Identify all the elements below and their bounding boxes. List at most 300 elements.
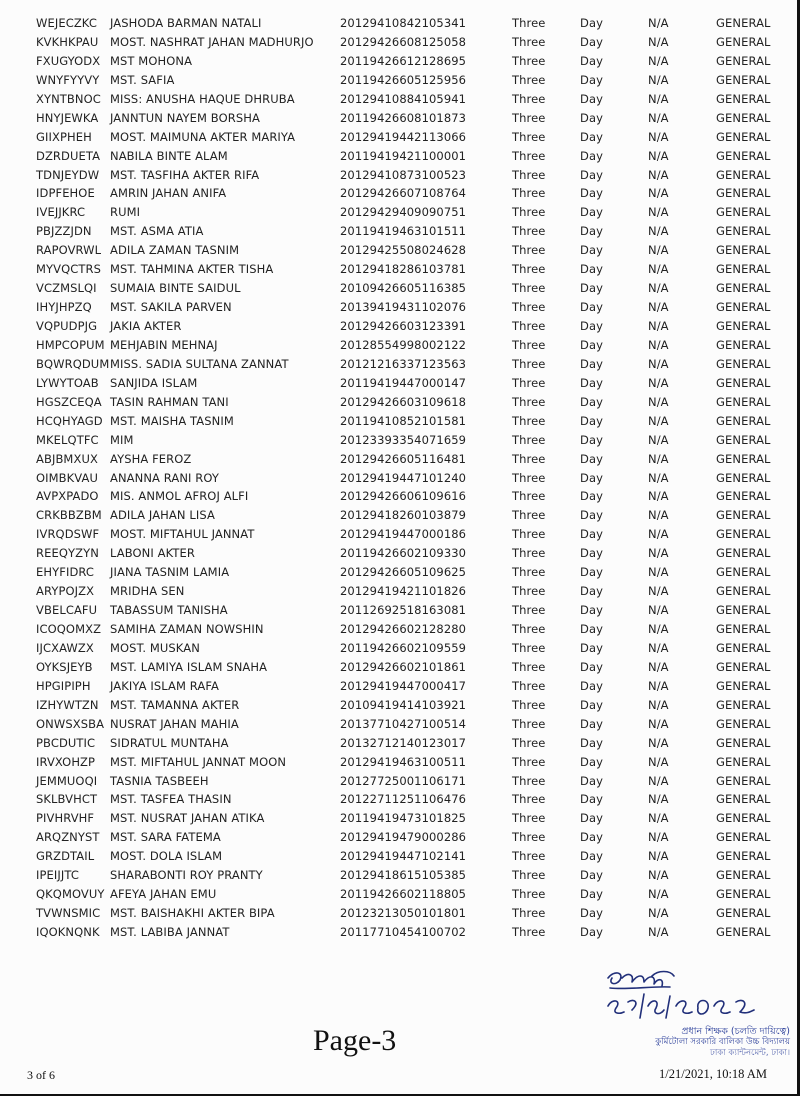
cell-section: N/A <box>648 262 669 277</box>
cell-shift: Day <box>580 640 604 655</box>
cell-code: AVPXPADO <box>36 489 99 504</box>
cell-id: 20119419447000147 <box>340 375 467 390</box>
cell-class: Three <box>512 243 546 258</box>
cell-id: 20129410873100523 <box>340 167 467 182</box>
cell-class: Three <box>512 337 546 352</box>
cell-id: 20119419463101511 <box>340 224 467 239</box>
cell-class: Three <box>512 603 546 618</box>
cell-group: GENERAL <box>716 205 771 220</box>
cell-code: VQPUDPJG <box>36 319 98 333</box>
cell-id: 20129419421101826 <box>340 584 467 599</box>
cell-shift: Day <box>580 91 604 106</box>
cell-name: AFEYA JAHAN EMU <box>110 887 217 902</box>
cell-group: GENERAL <box>716 91 771 106</box>
cell-id: 20112692518163081 <box>340 603 467 618</box>
cell-code: IRVXOHZP <box>36 754 96 769</box>
cell-class: Three <box>512 53 546 68</box>
signature-date-stroke <box>608 994 754 1018</box>
cell-shift: Day <box>580 413 604 428</box>
cell-code: ABJBMXUX <box>36 451 98 466</box>
cell-code: IPEIJJTC <box>36 868 79 883</box>
cell-id: 20129425508024628 <box>340 243 467 258</box>
stamp-address: ঢাকা ক্যান্টনমেন্ট, ঢাকা। <box>710 1048 790 1058</box>
cell-group: GENERAL <box>716 489 771 504</box>
cell-section: N/A <box>648 811 669 826</box>
cell-section: N/A <box>648 906 669 921</box>
table-row <box>0 885 797 904</box>
cell-shift: Day <box>580 148 604 163</box>
table-row <box>0 241 797 260</box>
cell-name: TASIN RAHMAN TANI <box>110 394 229 409</box>
table-row <box>0 374 797 393</box>
cell-id: 20129419447000186 <box>340 527 467 542</box>
cell-name: MST. SAFIA <box>110 72 175 87</box>
cell-name: MOST. MIFTAHUL JANNAT <box>110 527 255 542</box>
cell-code: OIMBKVAU <box>36 470 99 485</box>
cell-shift: Day <box>580 224 604 239</box>
cell-group: GENERAL <box>716 72 771 87</box>
cell-id: 20129418615105385 <box>340 868 467 883</box>
cell-name: MEHJABIN MEHNAJ <box>110 337 218 352</box>
cell-shift: Day <box>580 451 604 466</box>
cell-section: N/A <box>648 659 669 674</box>
cell-id: 20119426602109559 <box>340 640 467 655</box>
cell-name: JIANA TASNIM LAMIA <box>110 565 230 580</box>
cell-class: Three <box>512 470 546 485</box>
cell-code: IDPFEHOE <box>36 186 95 201</box>
cell-code: KVKHKPAU <box>36 34 99 49</box>
table-row <box>0 620 797 639</box>
table-row <box>0 904 797 923</box>
stamp-institution: কুর্মিটোলা সরকারি বালিকা উচ্চ বিদ্যালয় <box>655 1037 790 1047</box>
table-row <box>0 393 797 412</box>
cell-group: GENERAL <box>716 868 771 883</box>
cell-code: BQWRQDUM <box>36 356 110 371</box>
cell-code: WEJECZKC <box>36 16 97 30</box>
cell-shift: Day <box>580 489 604 504</box>
cell-shift: Day <box>580 849 604 864</box>
table-row <box>0 355 797 374</box>
cell-code: HNYJEWKA <box>36 110 99 125</box>
cell-id: 20132712140123017 <box>340 735 467 750</box>
cell-group: GENERAL <box>716 640 771 655</box>
cell-shift: Day <box>580 337 604 352</box>
cell-name: MST. MIFTAHUL JANNAT MOON <box>110 754 287 769</box>
cell-id: 20119410852101581 <box>340 413 467 428</box>
cell-shift: Day <box>580 773 604 788</box>
cell-code: PIVHRVHF <box>36 811 95 826</box>
cell-section: N/A <box>648 72 669 87</box>
official-stamp <box>600 1026 790 1059</box>
table-row <box>0 809 797 828</box>
cell-group: GENERAL <box>716 849 771 864</box>
table-row <box>0 847 797 866</box>
cell-class: Three <box>512 16 546 30</box>
cell-section: N/A <box>648 224 669 239</box>
cell-group: GENERAL <box>716 16 771 30</box>
cell-shift: Day <box>580 34 604 49</box>
table-row <box>0 147 797 166</box>
cell-code: IHYJHPZQ <box>36 300 92 315</box>
cell-section: N/A <box>648 16 669 30</box>
cell-name: MOST. MUSKAN <box>110 640 200 655</box>
table-row <box>0 317 797 336</box>
cell-section: N/A <box>648 394 669 409</box>
cell-id: 20129426606109616 <box>340 489 467 504</box>
cell-code: ARQZNYST <box>36 830 100 845</box>
cell-group: GENERAL <box>716 925 771 939</box>
cell-shift: Day <box>580 584 604 599</box>
cell-name: ADILA ZAMAN TASNIM <box>110 243 240 258</box>
cell-section: N/A <box>648 887 669 902</box>
cell-group: GENERAL <box>716 508 771 523</box>
stamp-designation: প্রধান শিক্ষক (চলতি দায়িত্বে) <box>681 1026 790 1037</box>
cell-section: N/A <box>648 167 669 182</box>
cell-code: MYVQCTRS <box>36 262 102 277</box>
cell-name: NUSRAT JAHAN MAHIA <box>110 716 239 731</box>
cell-code: QKQMOVUY <box>36 887 105 902</box>
cell-shift: Day <box>580 887 604 902</box>
cell-code: CRKBBZBM <box>36 508 102 523</box>
cell-name: SUMAIA BINTE SAIDUL <box>110 281 241 296</box>
table-row <box>0 450 797 469</box>
cell-name: MST. LAMIYA ISLAM SNAHA <box>110 659 268 674</box>
cell-shift: Day <box>580 830 604 845</box>
cell-section: N/A <box>648 243 669 258</box>
table-row <box>0 336 797 355</box>
cell-id: 20109426605116385 <box>340 281 467 296</box>
cell-shift: Day <box>580 375 604 390</box>
cell-group: GENERAL <box>716 697 771 712</box>
cell-id: 20129426603109618 <box>340 394 467 409</box>
table-row <box>0 14 797 33</box>
cell-shift: Day <box>580 432 604 447</box>
cell-name: ADILA JAHAN LISA <box>110 508 215 523</box>
cell-shift: Day <box>580 300 604 315</box>
cell-id: 20121216337123563 <box>340 356 467 371</box>
cell-name: AYSHA FEROZ <box>110 451 192 466</box>
cell-group: GENERAL <box>716 281 771 296</box>
cell-section: N/A <box>648 53 669 68</box>
cell-shift: Day <box>580 72 604 87</box>
cell-name: TABASSUM TANISHA <box>110 603 228 618</box>
cell-class: Three <box>512 356 546 371</box>
cell-class: Three <box>512 906 546 921</box>
cell-shift: Day <box>580 281 604 296</box>
cell-group: GENERAL <box>716 356 771 371</box>
cell-class: Three <box>512 451 546 466</box>
cell-id: 20129419447102141 <box>340 849 467 864</box>
cell-shift: Day <box>580 394 604 409</box>
cell-code: IJCXAWZX <box>36 640 94 655</box>
cell-shift: Day <box>580 622 604 636</box>
cell-name: MST. BAISHAKHI AKTER BIPA <box>110 906 275 921</box>
signature-stroke <box>608 972 674 987</box>
cell-shift: Day <box>580 186 604 201</box>
cell-group: GENERAL <box>716 603 771 618</box>
cell-name: MOST. NASHRAT JAHAN MADHURJO <box>110 34 314 49</box>
cell-id: 20109419414103921 <box>340 697 467 712</box>
table-row <box>0 166 797 185</box>
cell-name: MST. LABIBA JANNAT <box>110 925 230 939</box>
cell-class: Three <box>512 735 546 750</box>
cell-code: HCQHYAGD <box>36 413 103 428</box>
table-row <box>0 525 797 544</box>
cell-class: Three <box>512 508 546 523</box>
cell-class: Three <box>512 319 546 333</box>
cell-id: 20129419479000286 <box>340 830 467 845</box>
cell-section: N/A <box>648 640 669 655</box>
cell-code: IVEJJKRC <box>36 205 86 220</box>
cell-code: MKELQTFC <box>36 432 99 447</box>
cell-section: N/A <box>648 129 669 144</box>
cell-name: JASHODA BARMAN NATALI <box>110 16 262 30</box>
cell-class: Three <box>512 565 546 580</box>
cell-group: GENERAL <box>716 375 771 390</box>
cell-code: XYNTBNOC <box>36 91 101 106</box>
cell-code: PBJZZJDN <box>36 224 92 239</box>
cell-name: MST MOHONA <box>110 53 193 68</box>
cell-group: GENERAL <box>716 546 771 561</box>
cell-class: Three <box>512 281 546 296</box>
cell-section: N/A <box>648 300 669 315</box>
cell-group: GENERAL <box>716 773 771 788</box>
cell-class: Three <box>512 622 546 636</box>
cell-code: GIIXPHEH <box>36 129 92 144</box>
cell-class: Three <box>512 262 546 277</box>
cell-name: MISS: ANUSHA HAQUE DHRUBA <box>110 91 295 106</box>
table-row <box>0 203 797 222</box>
table-row <box>0 260 797 279</box>
cell-group: GENERAL <box>716 716 771 731</box>
cell-class: Three <box>512 640 546 655</box>
cell-code: OYKSJEYB <box>36 659 93 674</box>
cell-id: 20129426607108764 <box>340 186 467 201</box>
cell-shift: Day <box>580 716 604 731</box>
cell-id: 20119426608101873 <box>340 110 467 125</box>
cell-name: MST. SARA FATEMA <box>110 830 221 845</box>
cell-section: N/A <box>648 508 669 523</box>
cell-section: N/A <box>648 565 669 580</box>
cell-code: ARYPOJZX <box>36 584 95 599</box>
cell-group: GENERAL <box>716 186 771 201</box>
cell-group: GENERAL <box>716 262 771 277</box>
cell-group: GENERAL <box>716 735 771 750</box>
cell-id: 20129426608125058 <box>340 34 467 49</box>
cell-shift: Day <box>580 129 604 144</box>
cell-name: MST. ASMA ATIA <box>110 224 204 239</box>
cell-id: 20123213050101801 <box>340 906 467 921</box>
cell-shift: Day <box>580 659 604 674</box>
table-row <box>0 33 797 52</box>
table-row <box>0 753 797 772</box>
cell-section: N/A <box>648 337 669 352</box>
cell-name: MST. TASFEA THASIN <box>110 792 232 807</box>
cell-id: 20129418286103781 <box>340 262 467 277</box>
cell-section: N/A <box>648 622 669 636</box>
cell-class: Three <box>512 432 546 447</box>
cell-name: LABONI AKTER <box>110 546 195 561</box>
cell-class: Three <box>512 678 546 693</box>
cell-class: Three <box>512 91 546 106</box>
cell-group: GENERAL <box>716 527 771 542</box>
cell-section: N/A <box>648 451 669 466</box>
cell-section: N/A <box>648 830 669 845</box>
table-row <box>0 128 797 147</box>
cell-class: Three <box>512 205 546 220</box>
cell-code: IQOKNQNK <box>36 925 100 939</box>
cell-class: Three <box>512 375 546 390</box>
cell-id: 20129426603123391 <box>340 319 467 333</box>
cell-name: RUMI <box>110 205 141 220</box>
student-table <box>0 14 797 942</box>
cell-shift: Day <box>580 470 604 485</box>
cell-class: Three <box>512 34 546 49</box>
cell-id: 20129410842105341 <box>340 16 467 30</box>
cell-group: GENERAL <box>716 110 771 125</box>
cell-group: GENERAL <box>716 432 771 447</box>
cell-class: Three <box>512 584 546 599</box>
cell-id: 20129419447000417 <box>340 678 467 693</box>
cell-group: GENERAL <box>716 34 771 49</box>
table-row <box>0 544 797 563</box>
cell-id: 20129426605116481 <box>340 451 467 466</box>
table-row <box>0 866 797 885</box>
cell-class: Three <box>512 129 546 144</box>
cell-code: ICOQOMXZ <box>36 622 102 636</box>
table-row <box>0 923 797 942</box>
cell-code: VBELCAFU <box>36 603 98 618</box>
cell-shift: Day <box>580 110 604 125</box>
cell-class: Three <box>512 716 546 731</box>
cell-group: GENERAL <box>716 622 771 636</box>
cell-section: N/A <box>648 792 669 807</box>
cell-name: SIDRATUL MUNTAHA <box>110 735 229 750</box>
cell-id: 20119426602109330 <box>340 546 467 561</box>
printed-timestamp: 1/21/2021, 10:18 AM <box>659 1067 767 1081</box>
cell-shift: Day <box>580 565 604 580</box>
cell-group: GENERAL <box>716 337 771 352</box>
cell-class: Three <box>512 792 546 807</box>
cell-code: TDNJEYDW <box>36 167 100 182</box>
cell-shift: Day <box>580 754 604 769</box>
table-row <box>0 734 797 753</box>
cell-shift: Day <box>580 16 604 30</box>
cell-section: N/A <box>648 186 669 201</box>
cell-section: N/A <box>648 716 669 731</box>
cell-code: PBCDUTIC <box>36 735 96 750</box>
cell-class: Three <box>512 659 546 674</box>
cell-id: 20137710427100514 <box>340 716 467 731</box>
cell-section: N/A <box>648 356 669 371</box>
cell-class: Three <box>512 413 546 428</box>
cell-class: Three <box>512 868 546 883</box>
cell-id: 20117710454100702 <box>340 925 467 939</box>
cell-id: 20129418260103879 <box>340 508 467 523</box>
cell-code: GRZDTAIL <box>36 849 95 864</box>
cell-class: Three <box>512 887 546 902</box>
cell-class: Three <box>512 489 546 504</box>
cell-section: N/A <box>648 110 669 125</box>
cell-name: MST. TAHMINA AKTER TISHA <box>110 262 274 277</box>
cell-class: Three <box>512 394 546 409</box>
cell-group: GENERAL <box>716 394 771 409</box>
cell-group: GENERAL <box>716 224 771 239</box>
cell-group: GENERAL <box>716 584 771 599</box>
cell-shift: Day <box>580 243 604 258</box>
cell-section: N/A <box>648 413 669 428</box>
cell-id: 20119419421100001 <box>340 148 467 163</box>
cell-group: GENERAL <box>716 678 771 693</box>
cell-group: GENERAL <box>716 906 771 921</box>
cell-shift: Day <box>580 53 604 68</box>
cell-class: Three <box>512 300 546 315</box>
cell-class: Three <box>512 830 546 845</box>
cell-id: 20119426602118805 <box>340 887 467 902</box>
handwritten-signature <box>600 968 790 1030</box>
cell-name: MRIDHA SEN <box>110 584 185 599</box>
cell-name: TASNIA TASBEEH <box>110 773 209 788</box>
table-row <box>0 52 797 71</box>
cell-id: 20123393354071659 <box>340 432 467 447</box>
table-row <box>0 90 797 109</box>
cell-class: Three <box>512 186 546 201</box>
cell-shift: Day <box>580 508 604 523</box>
cell-id: 20129419463100511 <box>340 754 467 769</box>
table-row <box>0 601 797 620</box>
cell-name: SHARABONTI ROY PRANTY <box>110 868 263 883</box>
table-row <box>0 658 797 677</box>
cell-section: N/A <box>648 34 669 49</box>
cell-name: MOST. MAIMUNA AKTER MARIYA <box>110 129 296 144</box>
cell-name: MOST. DOLA ISLAM <box>110 849 223 864</box>
table-row <box>0 828 797 847</box>
table-row <box>0 469 797 488</box>
cell-group: GENERAL <box>716 792 771 807</box>
cell-name: NABILA BINTE ALAM <box>110 148 228 163</box>
cell-name: AMRIN JAHAN ANIFA <box>110 186 227 201</box>
cell-section: N/A <box>648 925 669 939</box>
cell-group: GENERAL <box>716 811 771 826</box>
cell-id: 20139419431102076 <box>340 300 467 315</box>
cell-id: 20119426605125956 <box>340 72 467 87</box>
cell-section: N/A <box>648 546 669 561</box>
table-row <box>0 431 797 450</box>
cell-id: 20129419447101240 <box>340 470 467 485</box>
cell-shift: Day <box>580 603 604 618</box>
table-row <box>0 677 797 696</box>
cell-code: JEMMUOQI <box>36 773 98 788</box>
cell-code: TVWNSMIC <box>36 906 101 921</box>
cell-code: DZRDUETA <box>36 148 101 163</box>
cell-class: Three <box>512 925 546 939</box>
cell-group: GENERAL <box>716 53 771 68</box>
cell-id: 20119426612128695 <box>340 53 467 68</box>
cell-code: HMPCOPUM <box>36 337 105 352</box>
cell-name: MST. TAMANNA AKTER <box>110 697 240 712</box>
cell-class: Three <box>512 773 546 788</box>
cell-group: GENERAL <box>716 754 771 769</box>
cell-group: GENERAL <box>716 451 771 466</box>
cell-name: ANANNA RANI ROY <box>110 470 220 485</box>
cell-id: 20129426602101861 <box>340 659 467 674</box>
table-row <box>0 109 797 128</box>
cell-name: MIS. ANMOL AFROJ ALFI <box>110 489 249 504</box>
table-row <box>0 71 797 90</box>
cell-name: SAMIHA ZAMAN NOWSHIN <box>110 622 264 636</box>
table-row <box>0 639 797 658</box>
table-row <box>0 772 797 791</box>
